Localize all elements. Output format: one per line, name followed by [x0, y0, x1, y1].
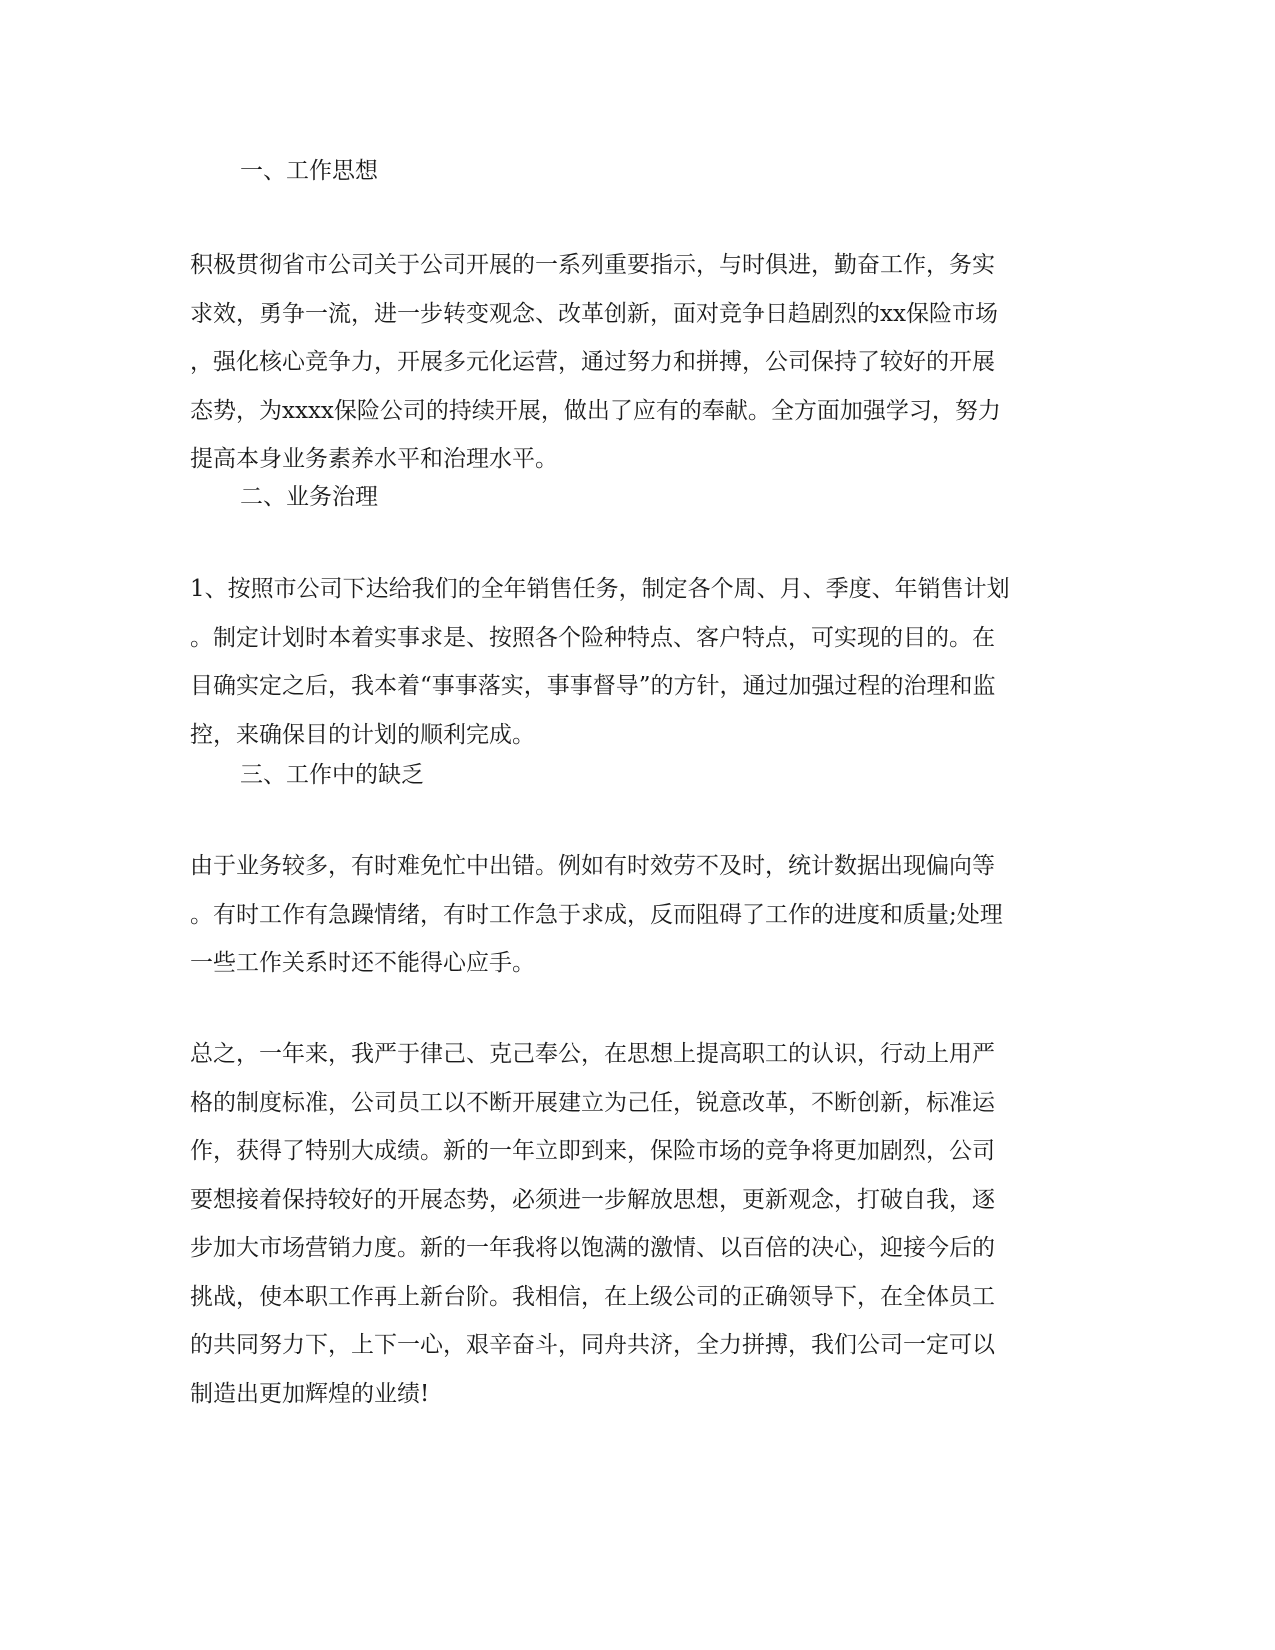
text-line: ，强化核心竞争力，开展多元化运营，通过努力和拼搏，公司保持了较好的开展: [190, 349, 995, 375]
text-line: 要想接着保持较好的开展态势，必须进一步解放思想，更新观念，打破自我，逐: [190, 1186, 995, 1213]
paragraph-shortcomings: [190, 842, 1090, 988]
text-line: 总之，一年来，我严于律己、克己奉公，在思想上提高职工的认识，行动上用严: [190, 1041, 995, 1067]
text-line: 的共同努力下，上下一心，艰辛奋斗，同舟共济，全力拼搏，我们公司一定可以: [190, 1332, 995, 1358]
paragraph-business-management: [190, 565, 1090, 759]
text-line: 挑战，使本职工作再上新台阶。我相信，在上级公司的正确领导下，在全体员工: [190, 1283, 995, 1310]
text-line: 步加大市场营销力度。新的一年我将以饱满的激情、以百倍的决心，迎接今后的: [190, 1235, 995, 1261]
text-line: 态势，为xxxx保险公司的持续开展，做出了应有的奉献。全方面加强学习，努力: [190, 397, 1001, 424]
section-heading-business-management: 二、业务治理: [240, 484, 378, 510]
text-line: 控，来确保目的计划的顺利完成。: [190, 721, 535, 748]
text-line: 格的制度标准，公司员工以不断开展建立为己任，锐意改革，不断创新，标准运: [190, 1089, 995, 1116]
text-line: 求效，勇争一流，进一步转变观念、改革创新，面对竞争日趋剧烈的xx保险市场: [190, 300, 998, 327]
text-line: 。有时工作有急躁情绪，有时工作急于求成，反而阻碍了工作的进度和质量;处理: [190, 901, 1003, 928]
text-line: 一些工作关系时还不能得心应手。: [190, 950, 535, 976]
text-line: 提高本身业务素养水平和治理水平。: [190, 446, 558, 472]
text-line: 目确实定之后，我本着“事事落实，事事督导”的方针，通过加强过程的治理和监: [190, 673, 996, 699]
text-line: 由于业务较多，有时难免忙中出错。例如有时效劳不及时，统计数据出现偏向等: [190, 853, 995, 879]
paragraph-conclusion: [190, 1030, 1090, 1418]
text-line: 1、按照市公司下达给我们的全年销售任务，制定各个周、月、季度、年销售计划: [190, 576, 1010, 602]
text-line: 。制定计划时本着实事求是、按照各个险种特点、客户特点，可实现的目的。在: [190, 624, 995, 651]
text-line: 积极贯彻省市公司关于公司开展的一系列重要指示，与时俱进，勤奋工作，务实: [190, 252, 995, 278]
section-heading-work-thought: 一、工作思想: [240, 158, 378, 184]
paragraph-work-thought: [190, 241, 1090, 484]
section-heading-shortcomings: 三、工作中的缺乏: [240, 762, 424, 788]
text-line: 作，获得了特别大成绩。新的一年立即到来，保险市场的竞争将更加剧烈，公司: [190, 1138, 995, 1164]
text-line: 制造出更加辉煌的业绩!: [190, 1380, 430, 1407]
